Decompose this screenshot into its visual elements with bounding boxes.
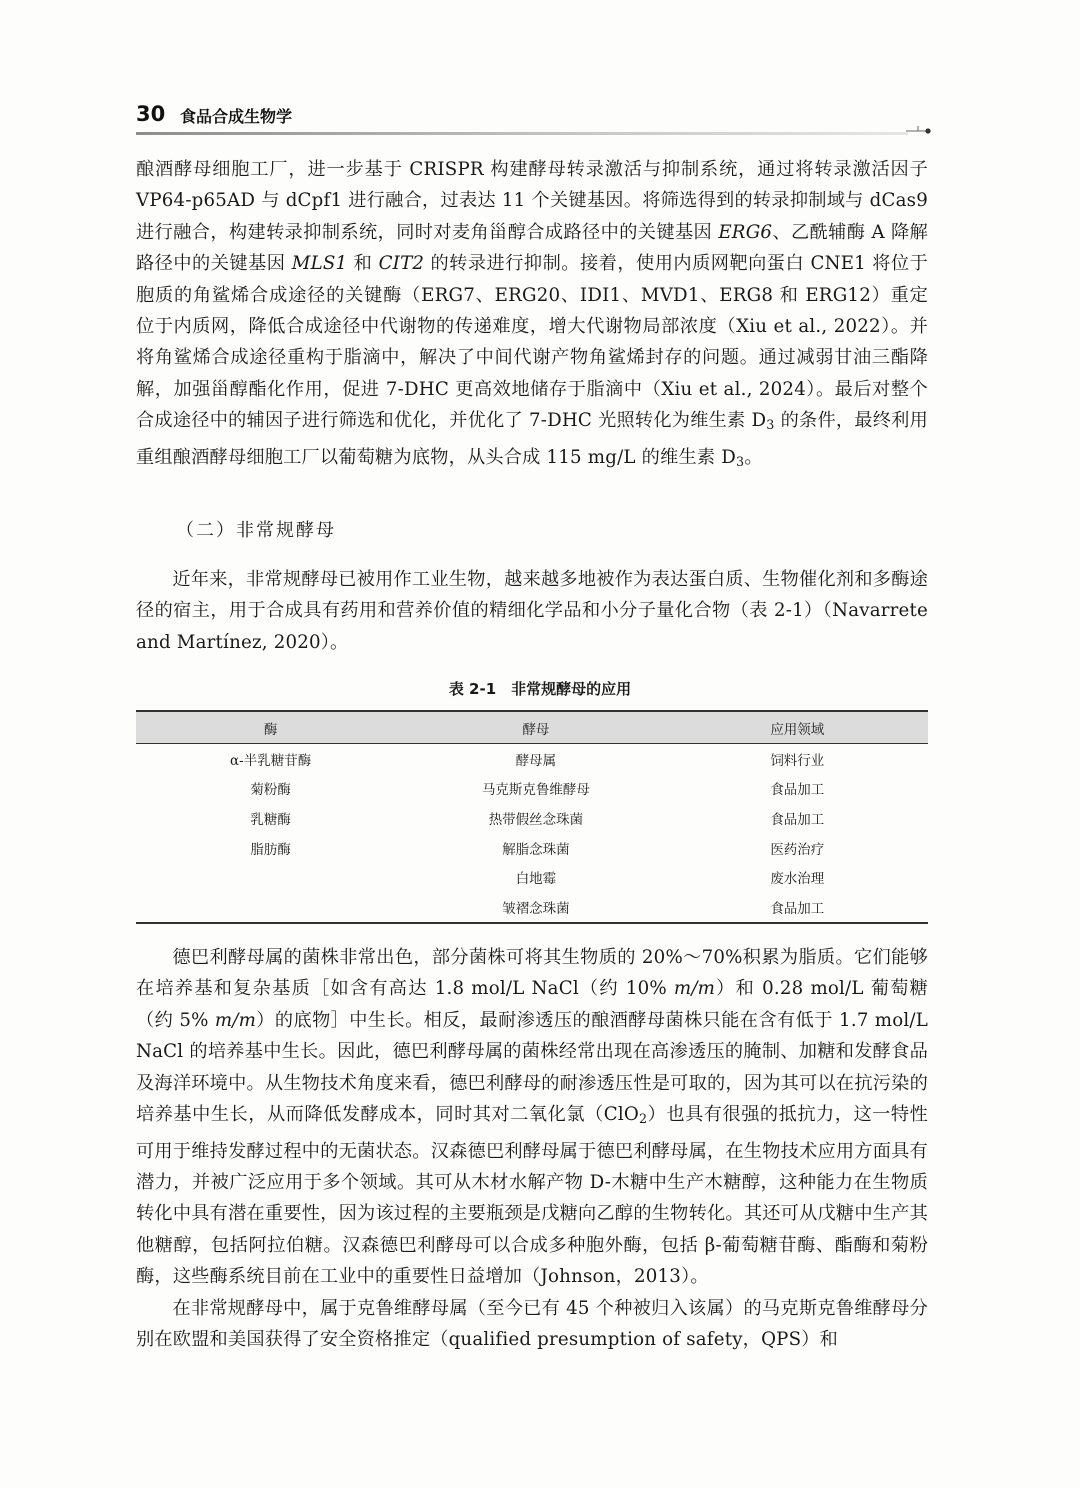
subscript: 3 <box>766 418 775 434</box>
paragraph-vitamin-d3: 酿酒酵母细胞工厂，进一步基于 CRISPR 构建酵母转录激活与抑制系统，通过将转录激活因子 VP64-p65AD 与 dCpf1 进行融合，过表达 11 个关键基因。将筛选得到的转录抑制域与 dCas9 进行融合，构建转录抑制系统，同时对麦角甾醇合成路径中的关键基因 ERG6、乙酰辅酶 A 降解路径中的关键基因 MLS1 和 CIT2 的转录进行抑制。接着，使用内质网靶向蛋白 CNE1 将位于胞质的角鲨烯合成途径的关键酶（ERG7、ERG20、IDI1、MVD1、ERG8 和 ERG12）重定位于内质网，降低合成途径中代谢物的传递难度，增大代谢物局部浓度（Xiu et al., 2022）。并将角鲨烯合成途径重构于脂滴中，解决了中间代谢产物角鲨烯封存的问题。通过减弱甘油三酯降解，加强甾醇酯化作用，促进 7-DHC 更高效地储存于脂滴中（Xiu et al., 2024）。最后对整个合成途径中的辅因子进行筛选和优化，并优化了 7-DHC 光照转化为维生素 $D_3$ 的条件，最终利用重组酿酒酵母细胞工厂以葡萄糖为底物，从头合成 115 mg/L 的维生素 $D_3$。 <box>136 159 928 470</box>
table-cell: α-半乳糖苷酶 <box>230 752 312 769</box>
table-header-row <box>136 711 928 744</box>
table-cell: 食品加工 <box>770 811 825 828</box>
header-rule <box>136 132 908 135</box>
table-row <box>136 833 928 863</box>
paragraph-intro-unconventional-yeast: 近年来，非常规酵母已被用作工业生物，越来越多地被作为表达蛋白质、生物催化剂和多酶途径的宿主，用于合成具有药用和营养价值的精细化学品和小分子量化合物（表 2-1）（Navarrete and Martínez, 2020）。 <box>136 569 928 653</box>
table-cell: 饲料行业 <box>770 752 825 769</box>
table-cell: 食品加工 <box>667 892 928 923</box>
page-number: 30 <box>136 102 166 126</box>
gene-name: MLS1 <box>291 253 348 275</box>
page-header <box>136 100 931 136</box>
table-cell: 白地霉 <box>515 871 557 888</box>
unit-italic: m/m <box>214 1009 257 1031</box>
section-heading: （二）非常规酵母 <box>176 520 336 541</box>
table-row <box>136 744 928 774</box>
subscript: 2 <box>639 1112 648 1128</box>
table-caption: 表 2-1 非常规酵母的应用 <box>448 680 632 698</box>
table-cell: 废水治理 <box>770 871 825 888</box>
table-cell: 解脂念珠菌 <box>502 841 570 858</box>
subscript: 3 <box>736 455 745 470</box>
table-cell: 脂肪酶 <box>250 841 291 858</box>
table-cell: 热带假丝念珠菌 <box>488 811 584 828</box>
table-cell: 皱褶念珠菌 <box>405 892 666 923</box>
table-row <box>136 862 928 892</box>
paragraph-debaryomyces: 德巴利酵母属的菌株非常出色，部分菌株可将其生物质的 20%～70%积累为脂质。它们能够在培养基和复杂基质［如含有高达 1.8 mol/L NaCl（约 10% m/m）和 0.28 mol/L 葡萄糖（约 5% m/m）的底物］中生长。相反，最耐渗透压的酿酒酵母菌株只能在含有低于 1.7 mol/L NaCl 的培养基中生长。因此，德巴利酵母属的菌株经常出现在高渗透压的腌制、加糖和发酵食品及海洋环境中。从生物技术角度来看，德巴利酵母的耐渗透压性是可取的，因为其可以在抗污染的培养基中生长，从而降低发酵成本，同时其对二氧化氯（ClO$_2$）也具有很强的抵抗力，这一特性可用于维持发酵过程中的无菌状态。汉森德巴利酵母属于德巴利酵母属，在生物技术应用方面具有潜力，并被广泛应用于多个领域。其可从木材水解产物 D-木糖中生产木糖醇，这种能力在生物质转化中具有潜在重要性，因为该过程的主要瓶颈是戊糖向乙醇的生物转化。其还可从戊糖中生产其他糖醇，包括阿拉伯糖。汉森德巴利酵母可以合成多种胞外酶，包括 β-葡萄糖苷酶、酯酶和菊粉酶，这些酶系统目前在工业中的重要性日益增加（Johnson，2013）。 在非常规酵母中，属于克鲁维酵母属（至今已有 45 个种被归入该属）的马克斯克鲁维酵母分别在欧盟和美国获得了安全资格推定（qualified presumption of safety，QPS）和 <box>136 942 928 1355</box>
table-cell: 酵母属 <box>515 752 557 769</box>
table-row <box>136 774 928 804</box>
book-title: 食品合成生物学 <box>180 107 293 126</box>
table-cell: 医药治疗 <box>770 841 825 858</box>
table-cell: 菊粉酶 <box>250 782 291 799</box>
table-cell: 马克斯克鲁维酵母 <box>481 782 590 799</box>
header-ornament-icon <box>904 122 932 136</box>
unit-italic: m/m <box>673 978 716 1000</box>
table-row <box>136 803 928 833</box>
column-header-enzyme: 酶 <box>136 711 405 744</box>
table-row <box>136 892 928 923</box>
column-header-yeast: 酵母 <box>405 711 666 744</box>
column-header-application: 应用领域 <box>667 711 928 744</box>
yeast-application-table <box>136 710 928 924</box>
table-cell: 乳糖酶 <box>250 811 291 828</box>
table-cell <box>136 892 405 923</box>
paragraph-kluyveromyces: 在非常规酵母中，属于克鲁维酵母属（至今已有 45 个种被归入该属）的马克斯克鲁维酵母分别在欧盟和美国获得了安全资格推定（qualified presumption of safety，QPS）和 <box>136 1297 928 1351</box>
gene-name: ERG6 <box>718 221 773 243</box>
gene-name: CIT2 <box>378 253 425 275</box>
table-cell <box>136 862 405 892</box>
table-cell: 食品加工 <box>770 782 825 799</box>
